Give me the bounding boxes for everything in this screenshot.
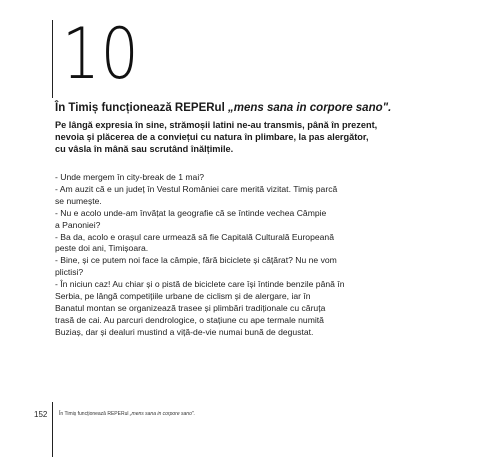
dialog-line: Buziaș, dar și dealuri mustind a viță-de-vie numai bună de degustat.: [55, 326, 314, 337]
title-lead: În Timiș funcționează REPERul: [55, 102, 228, 114]
dialog-line: - Ba da, acolo e orașul care urmează să fie Capitală Culturală Europeană: [55, 231, 334, 242]
intro-line: Pe lângă expresia în sine, strămoșii latini ne-au transmis, până în prezent,: [55, 120, 378, 130]
intro-line: nevoia și plăcerea de a conviețui cu natura în plimbare, la pas alergător,: [55, 132, 369, 142]
intro-paragraph: [55, 119, 455, 155]
chapter-title: [55, 101, 475, 115]
intro-line: cu vâsla în mână sau scrutând înălțimile.: [55, 144, 234, 154]
running-motto: „mens sana in corpore sano".: [129, 411, 196, 417]
dialog-line: Banatul montan se organizează trasee și plimbări tradiționale cu căruța: [55, 302, 326, 313]
dialog-line: plictisi?: [55, 267, 84, 278]
dialog-line: peste doi ani, Timișoara.: [55, 243, 149, 254]
chapter-number: 10: [62, 13, 140, 95]
running-lead: În Timiș funcționează REPERul: [59, 411, 130, 417]
dialog-line: se numește.: [55, 195, 102, 206]
dialog-line: - Nu e acolo unde-am învățat la geografie că se întinde vechea Câmpie: [55, 207, 327, 218]
dialog-line: - Unde mergem în city-break de 1 mai?: [55, 172, 205, 182]
title-motto: „mens sana in corpore sano".: [227, 102, 392, 114]
rule-top: [52, 20, 53, 98]
dialog-line: a Panoniei?: [55, 219, 101, 230]
rule-bottom: [52, 402, 53, 457]
page-number: 152: [34, 410, 48, 419]
dialog-line: - Am auzit că e un județ în Vestul României care merită vizitat. Timiș parcă: [55, 183, 338, 194]
running-footer: [59, 411, 195, 417]
dialog-line: trasă de cai. Au parcuri dendrologice, o stațiune cu ape termale numită: [55, 314, 324, 325]
dialog-body: [55, 172, 460, 339]
dialog-line: - În niciun caz! Au chiar și o pistă de biciclete care își întinde benzile până în: [55, 279, 345, 290]
dialog-line: Serbia, pe lângă competițiile urbane de ciclism și de alergare, iar în: [55, 291, 311, 302]
dialog-line: - Bine, și ce putem noi face la câmpie, fără biciclete și cățărat? Nu ne vom: [55, 255, 337, 266]
